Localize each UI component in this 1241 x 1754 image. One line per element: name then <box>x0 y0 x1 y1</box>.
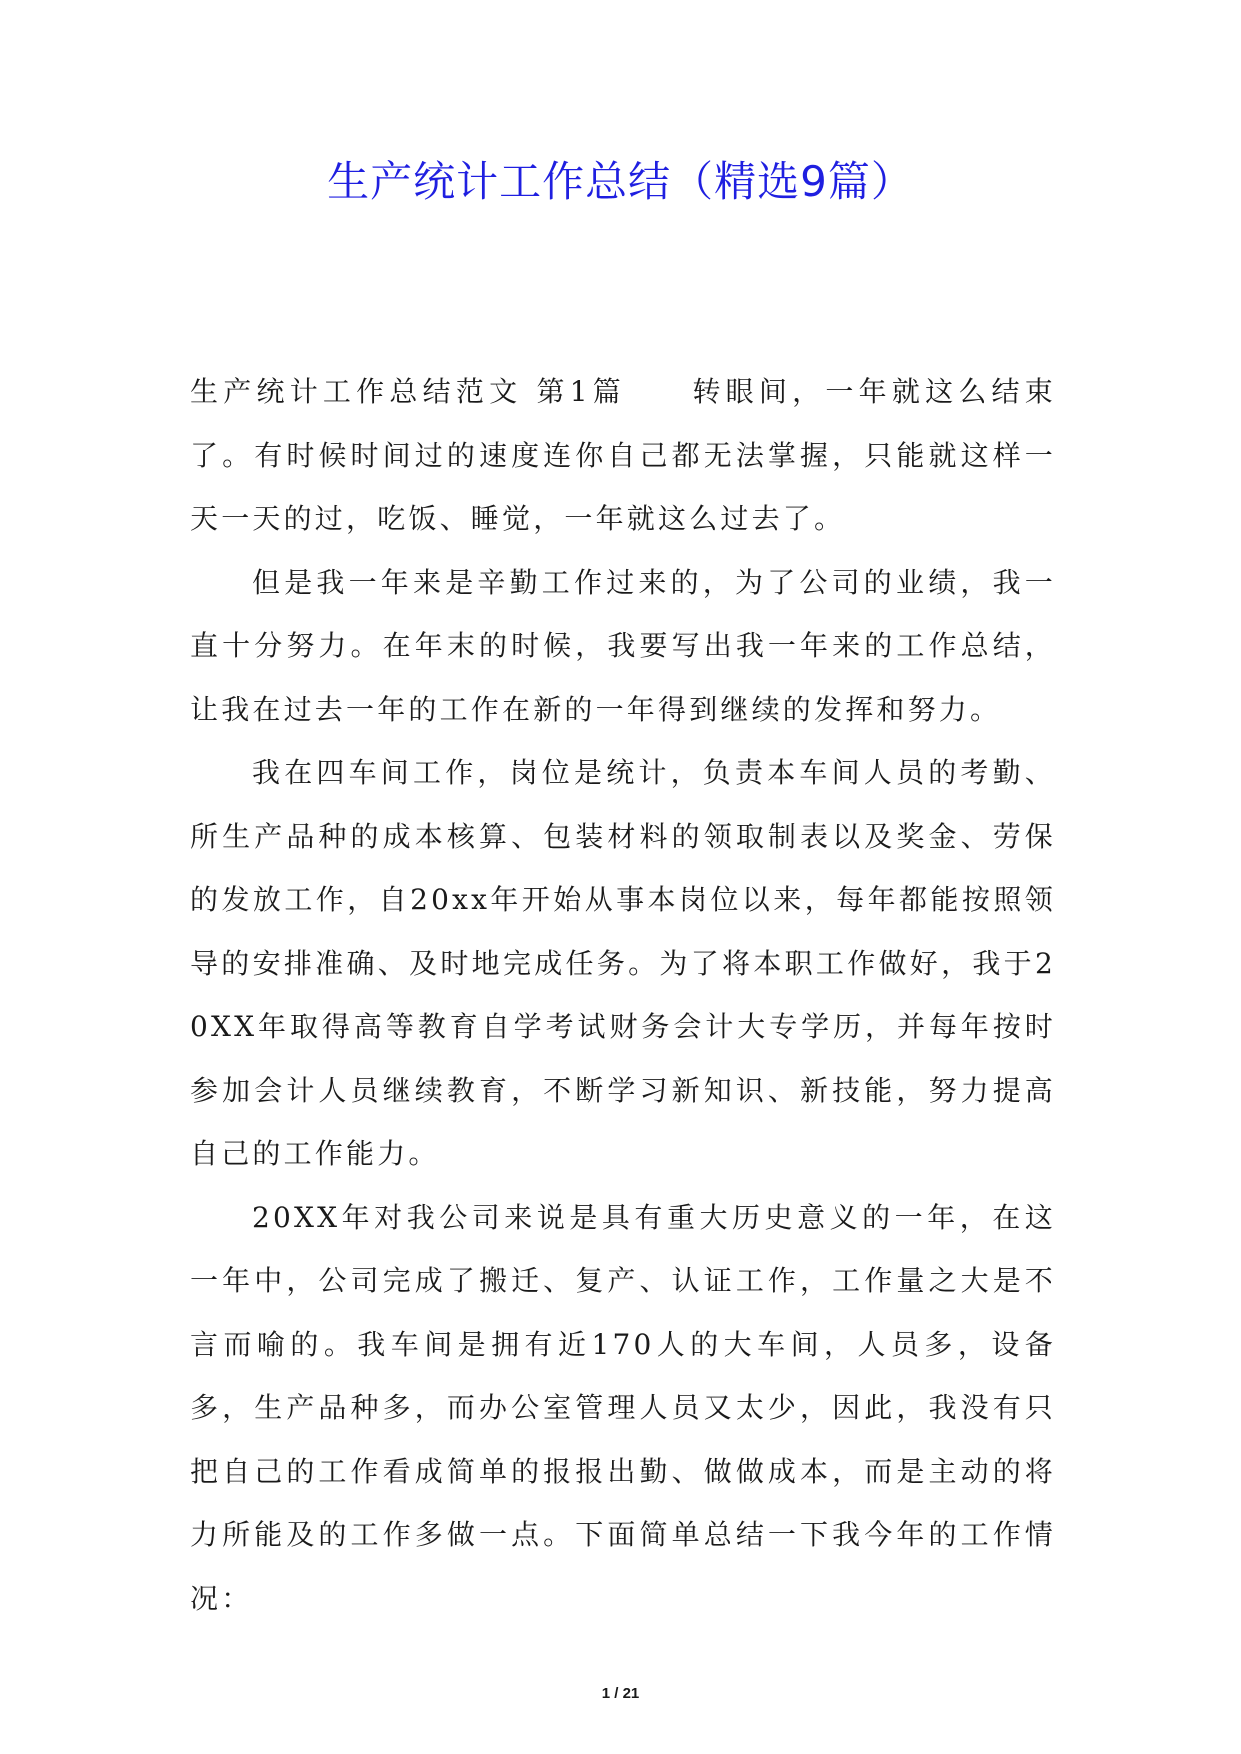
paragraph-4: 20XX年对我公司来说是具有重大历史意义的一年，在这一年中，公司完成了搬迁、复产、认证工作，工作量之大是不言而喻的。我车间是拥有近170人的大车间，人员多，设备多，生产品种多，而办公室管理人员又太少，因此，我没有只把自己的工作看成简单的报报出勤、做做成本，而是主动的将力所能及的工作多做一点。下面简单总结一下我今年的工作情况： <box>190 1200 1056 1615</box>
section-heading: 生产统计工作总结范文 第1篇 <box>190 375 626 408</box>
paragraph-2: 但是我一年来是辛勤工作过来的，为了公司的业绩，我一直十分努力。在年末的时候，我要写出我一年来的工作总结，让我在过去一年的工作在新的一年得到继续的发挥和努力。 <box>190 565 1056 726</box>
paragraph-1 <box>190 360 1056 551</box>
paragraph-1-text: 转眼间，一年就这么结束了。有时候时间过的速度连你自己都无法掌握，只能就这样一天一天的过，吃饭、睡觉，一年就这么过去了。 <box>190 375 1056 535</box>
document-body <box>190 360 1056 1630</box>
document-title: 生产统计工作总结（精选9篇） <box>327 157 914 206</box>
paragraph-3: 我在四车间工作，岗位是统计，负责本车间人员的考勤、所生产品种的成本核算、包装材料的领取制表以及奖金、劳保的发放工作，自20xx年开始从事本岗位以来，每年都能按照领导的安排准确、及时地完成任务。为了将本职工作做好，我于20XX年取得高等教育自学考试财务会计大专学历，并每年按时参加会计人员继续教育，不断学习新知识、新技能，努力提高自己的工作能力。 <box>190 756 1056 1170</box>
page-number: 1 / 21 <box>601 1685 640 1702</box>
section-gap <box>626 375 692 408</box>
